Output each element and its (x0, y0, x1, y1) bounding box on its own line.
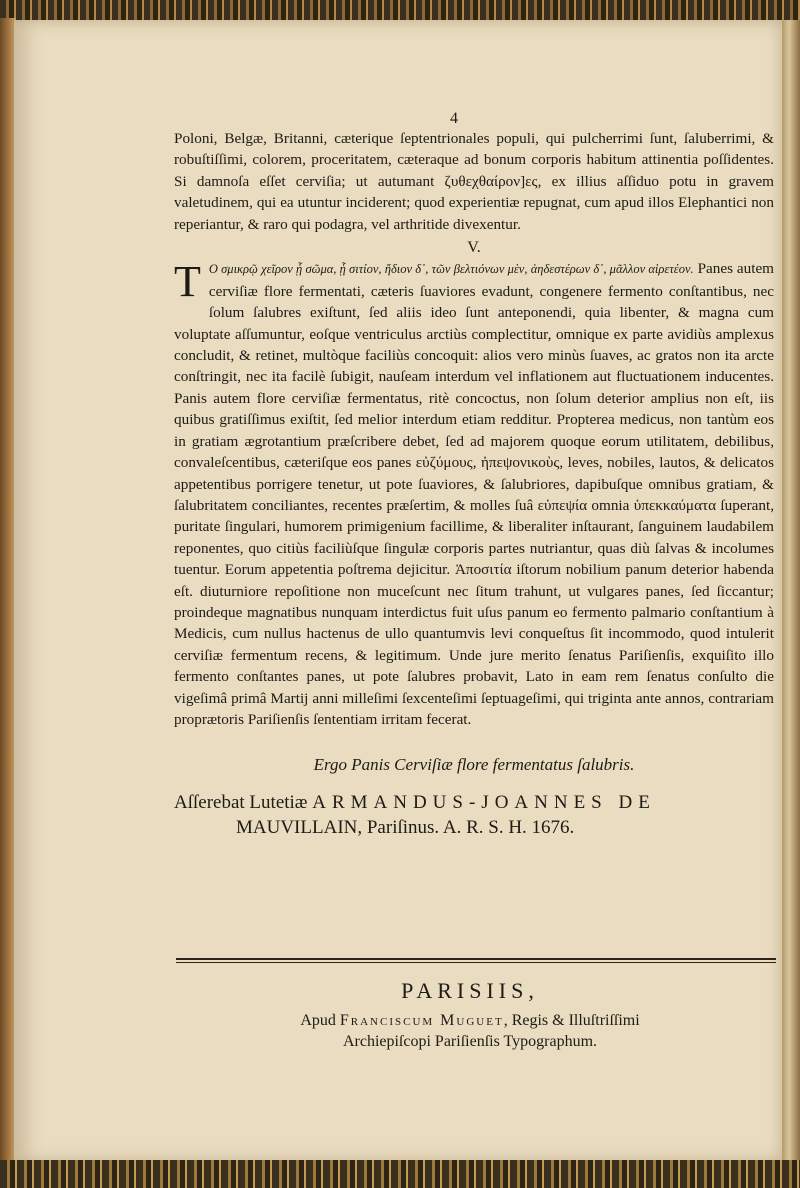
asserebat-prefix: Aſſerebat Lutetiæ (174, 791, 308, 813)
imprint-rest: , Regis & Illuſtriſſimi (503, 1012, 640, 1029)
asserebat-line-1 (174, 790, 774, 815)
imprint (190, 978, 750, 1052)
section-five (174, 258, 774, 730)
opening-paragraph: Poloni, Belgæ, Britanni, cæterique ſeptentrionales populi, qui pulcherrimi ſunt, ſaluberrimi, & robuſtiſſimi, colorem, proceritatem, cæteraque ad bonum corporis habitum attinentia poſſidentes. Si damnoſa eſſet cerviſia; ut autumant ζυθεχθαίρον]ες, ex illius aſſiduo potu in gravem valetudinem, qui ea utuntur inciderent; quod experientiæ repugnat, cum apud illos Elephantici non reperiantur, & raro qui podagra, vel arthritide divexentur. (174, 130, 774, 233)
section-numeral: V. (467, 239, 481, 257)
imprint-printer-line (190, 1010, 750, 1031)
imprint-printer: Franciscum Muguet (339, 1012, 504, 1029)
section-body: Panes autem cerviſiæ flore fermentati, cæteris ſuaviores evadunt, congenere fermento conſtantibus, nec ſolum ſalubres exiſtunt, ſed aliis ideo ſunt anteponendi, quia libenter, & magna cum voluptate aſſumuntur, eoſque ventriculus arctiùs complectitur, omnique ex parte avidiùs amplexus concludit, & retinet, multòque faciliùs concoquit: alios vero minùs ſuaves, ac gratos non ita arcte conſtringit, nec ita facilè ſubigit, nauſeam interdum vel inflationem aut fluctuationem inducentes. Panis autem flore cerviſiæ fermentatus, ritè concoctus, non ſolum deterior amplius non eſt, iis quibus gratiſſimus exiſtit, ſed melior interdum etiam redditur. Propterea medicus, non tantùm eos in gratiam ægrotantium præſcribere debet, ſed ad majorem quoque eorum utilitatem, debilibus, convaleſcentibus, cæteriſque eos panes εὐζύμους, ἠπεψονικοὺς, leves, nobiles, lautos, & delicatos appetentibus porrigere tenetur, ut pote ſuaviores, & ſalubriores, dapibuſque omnibus gratiam, & ſalubritatem conciliantes, recentes præſertim, & molles ſuâ εὐπεψία omnia ὑπεκκαύματα ſuperant, puritate ſingulari, humorem primigenium facillime, & liberaliter inſtaurant, ſanguinem laudabilem reponentes, quo citiùs faciliùſque ſingulæ corporis partes nutriantur, quas diù ſalvas & incolumes tuentur. Eorum appetentia poſtrema dejicitur. Ἀποσιτία iſtorum nobilium panum deterior habenda eſt. diuturniore repoſitione non muceſcunt nec ſitum trahunt, ut vulgares panes, ſed ſiccantur; proindeque magnatibus nunquam interdictus fuit uſus panum eo fermento palmario conſtantium à Medicis, cum nullus hactenus de ullo quantumvis levi conqueſtus ſit incommodo, quod intulerit cerviſiæ fermentum recens, & legitimum. Unde jure merito ſenatus Pariſienſis, exquiſito illo fermento conſtantes panes, ut pote ſalubres probavit, Lato in eam rem ſenatus conſulto die vigeſimâ primâ Martij anni milleſimi ſexcenteſimi ſeptuageſimi, qui triginta ante annos, contrariam proprætoris Pariſienſis ſententiam irritam fecerat. (174, 260, 775, 728)
page-number: 4 (450, 110, 458, 127)
right-page-edge (782, 20, 800, 1162)
conclusion-line: Ergo Panis Cerviſiæ flore fermentatus ſalubris. (313, 755, 635, 775)
bottom-binding-edge (0, 1160, 800, 1188)
page-text (174, 128, 774, 840)
section-paragraph (174, 258, 774, 730)
imprint-rule (176, 958, 776, 960)
drop-capital: T (174, 257, 201, 307)
author-name: ARMANDUS-JOANNES DE (312, 791, 656, 813)
imprint-line-3: Archiepiſcopi Pariſienſis Typographum. (342, 1033, 598, 1050)
imprint-city: PARISIIS, (401, 978, 539, 1003)
asserebat-line-2: MAUVILLAIN, Pariſinus. A. R. S. H. 1676. (236, 816, 575, 838)
greek-opening: Ο σμικρῷ χεῖρον ᾗ σῶμα, ᾗ σιτίον, ἤδιον δ᾿, τῶν βελτιόνων μὲν, ἀηδεστέρων δ᾿, μᾶλλον αἱρετέον. (208, 262, 694, 277)
top-binding-edge (0, 0, 800, 22)
imprint-rule-thin (176, 962, 776, 963)
imprint-apud: Apud (300, 1012, 336, 1029)
